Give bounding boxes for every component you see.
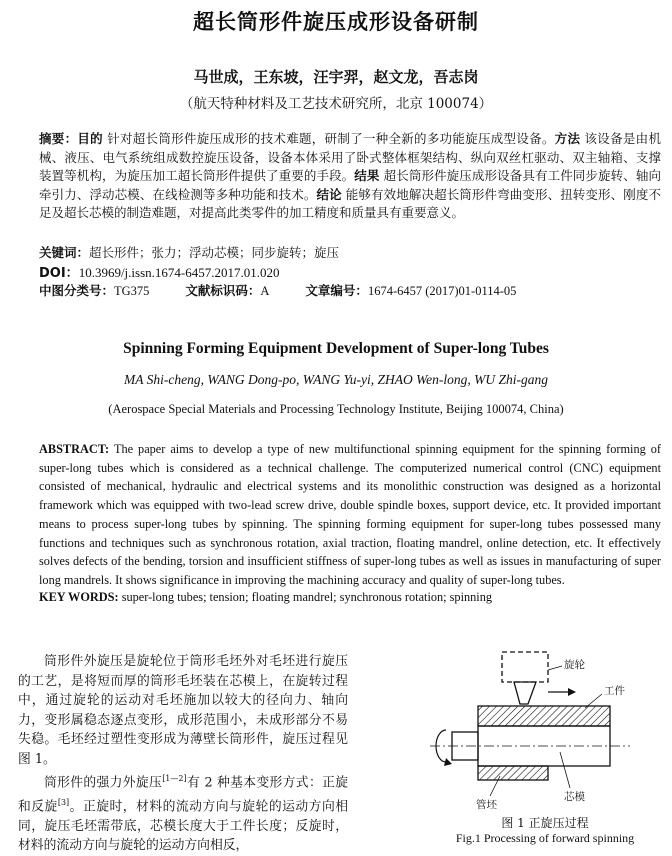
keywords-label: 关键词： (39, 245, 90, 260)
body-text-run: 有 2 种基本变形方式：正旋和反旋 (18, 775, 349, 815)
english-title: Spinning Forming Equipment Development of Super-long Tubes (123, 340, 549, 357)
rotation-arrowhead (444, 758, 452, 766)
english-affiliation: (Aerospace Special Materials and Processing Technology Institute, Beijing 100074, China) (108, 402, 564, 416)
doi-value: 10.3969/j.issn.1674-6457.2017.01.020 (78, 265, 280, 280)
leader-line (548, 666, 562, 670)
abstract-label: 摘要： (39, 131, 78, 146)
english-keywords-label: KEY WORDS: (39, 590, 119, 604)
label-mandrel: 芯模 (564, 791, 585, 803)
abstract-conclusion-label: 结论 (316, 186, 342, 202)
english-abstract (39, 440, 661, 590)
clc-label: 中图分类号： (39, 283, 115, 298)
abstract-method-label: 方法 (554, 131, 581, 146)
body-text-run: 筒形件的强力外旋压 (44, 775, 163, 791)
article-no-label: 文章编号： (305, 283, 368, 298)
chinese-abstract (39, 130, 661, 223)
abstract-method-text: 该设备是由机械、液压、电气系统组成数控旋压设备，设备本体采用了卧式整体框架结构、纵向双丝杠驱动、双主轴箱、支撑装置等机构，为旋压加工超长筒形件提供了重要的手段。 (39, 131, 661, 184)
figure-caption-cn: 图 1 正旋压过程 (501, 816, 589, 830)
feed-arrowhead (568, 688, 576, 696)
keywords-text: 超长形件；张力；浮动芯模；同步旋转；旋压 (89, 245, 340, 260)
chinese-title: 超长筒形件旋压成形设备研制 (193, 10, 479, 34)
label-blank: 管坯 (476, 799, 497, 811)
body-paragraph (18, 769, 348, 856)
doc-code-value: A (260, 284, 270, 298)
abstract-purpose-text: 针对超长筒形件旋压成形的技术难题，研制了一种全新的多功能旋压成型设备。 (107, 131, 555, 146)
leader-line (560, 752, 570, 788)
chinese-affiliation: （航天特种材料及工艺技术研究所，北京 100074） (179, 96, 493, 112)
figure-caption-en: Fig.1 Processing of forward spinning (455, 831, 635, 845)
english-abstract-text: The paper aims to develop a type of new multifunctional spinning equipment for the spinning forming of super-long tubes which is considered as a technical challenge. The computerized numerical control (CNC) equipment consisted of mechanical, hydraulic and electrical systems and its monolithic construction was designed as a horizontal framework which was equipped with two-lead screw drive, double spindle boxes, support device, etc. It provided important means to process super-long tubes by spinning. The spinning forming equipment for super-long tubes possessed many functions and techniques such as synchronous rotation, axial traction, floating mandrel, online detection, etc. It effectively solves defects of the bending, torsion and insufficient stiffness of super-long tubes as well as issues in manufacturing of super long mandrels. It shows significance in improving the machining accuracy and quality of super-long tubes. (39, 442, 661, 587)
abstract-result-text: 超长筒形件旋压成形设备具有工件同步旋转、轴向牵引力、浮动芯模、在线检测等多种功能和技术。 (39, 168, 661, 202)
abstract-conclusion-text: 能够有效地解决超长筒形件弯曲变形、扭转变形、刚度不足及超长芯模的制造难题，对提高此类零件的加工精度和质量具有重要意义。 (39, 186, 661, 221)
chinese-authors: 马世成，王东坡，汪宇羿，赵文龙，吾志岗 (193, 68, 479, 86)
workpiece-shape (478, 706, 610, 766)
label-roller: 旋轮 (564, 659, 585, 671)
roller-shape (502, 652, 548, 704)
classification-line (39, 281, 661, 299)
body-text-run: 。正旋时，材料的流动方向与旋轮的运动方向相同，旋压毛坯需带底，芯模长度大于工件长度；反旋时，材料的流动方向与旋轮的运动方向相反， (18, 799, 349, 854)
english-keywords-text: super-long tubes; tension; floating mandrel; synchronous rotation; spinning (121, 590, 493, 604)
label-workpiece: 工件 (604, 685, 625, 697)
doi-line (39, 262, 279, 281)
chinese-keywords (39, 243, 339, 261)
body-text (18, 652, 348, 856)
spinning-process-figure (420, 648, 670, 828)
english-keywords (39, 590, 492, 605)
doi-label: DOI： (39, 266, 79, 281)
abstract-result-label: 结果 (354, 168, 380, 184)
english-abstract-label: ABSTRACT: (39, 442, 110, 456)
english-authors: MA Shi-cheng, WANG Dong-po, WANG Yu-yi, ZHAO Wen-long, WU Zhi-gang (124, 372, 548, 387)
citation: [1—2] (162, 774, 187, 783)
blank-shape (478, 766, 548, 780)
citation: [3] (57, 797, 70, 807)
abstract-purpose-label: 目的 (77, 131, 103, 146)
article-no-value: 1674-6457 (2017)01-0114-05 (367, 284, 517, 298)
body-paragraph: 筒形件外旋压是旋轮位于筒形毛坯外对毛坯进行旋压的工艺，是将短而厚的筒形毛坯装在芯模上，在旋转过程中，通过旋轮的运动对毛坯施加以较大的径向力、轴向力，变形属稳态逐点变形，成形范围小，未成形部分不易失稳。毛坯经过塑性变形成为薄壁长筒形件，旋压过程见图 1。 (18, 654, 348, 767)
doc-code-label: 文献标识码： (185, 283, 261, 298)
clc-value: TG375 (114, 284, 150, 298)
